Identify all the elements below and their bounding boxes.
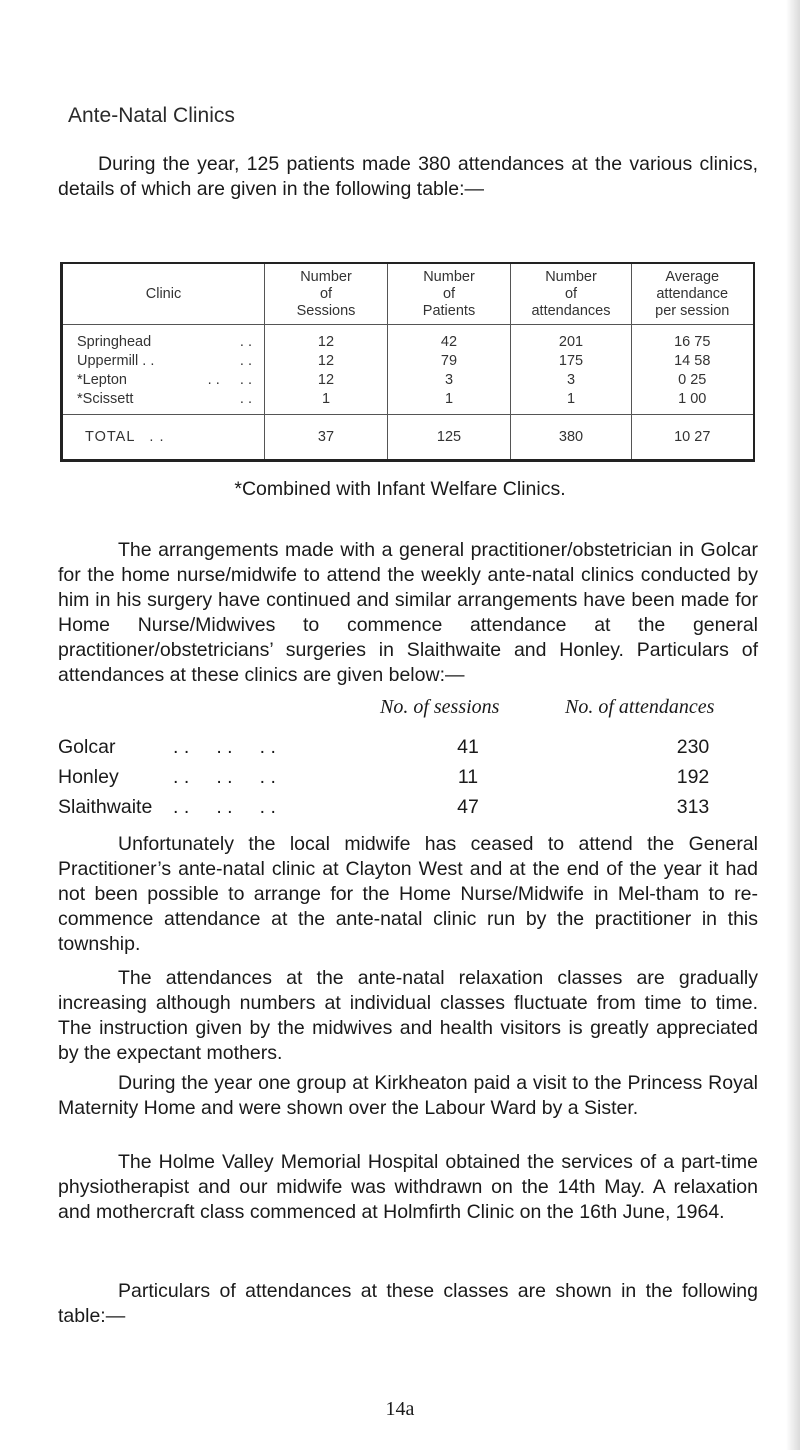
page-number: 14a (385, 1398, 415, 1420)
town-name: Slaithwaite (58, 796, 153, 818)
header-line: Number (300, 268, 352, 285)
clinic-name-cell (62, 390, 265, 415)
header-line: Clinic (145, 285, 182, 302)
header-line: of (564, 285, 578, 302)
header-line: Sessions (296, 302, 356, 319)
clinic-name-cell (62, 325, 265, 353)
average-cell: 0 25 (632, 371, 754, 390)
total-label: TOTAL (85, 428, 136, 445)
header-no-of-attendances: No. of attendances (565, 696, 715, 718)
table-row (62, 390, 754, 415)
town-name: Golcar (58, 736, 116, 758)
attendances-value: 230 (676, 736, 710, 758)
attendances-value: 313 (676, 796, 710, 818)
header-attendances (511, 263, 632, 325)
average-cell: 16 75 (632, 325, 754, 353)
header-line: per session (655, 302, 730, 319)
paragraph-relaxation-classes: The attendances at the ante-natal relaxation classes are gradually increasing although numbers at individual classes fluctuate from time to time. The instruction given by the midwives and health visitors is greatly appreciated by the expectant mothers. (58, 967, 758, 1064)
sessions-row-golcar (58, 736, 758, 762)
table-row (62, 371, 754, 390)
clinic-table-header-row (62, 263, 754, 325)
attendances-cell: 3 (511, 371, 632, 390)
sessions-value: 41 (457, 736, 479, 758)
header-average (632, 263, 754, 325)
paragraph-holme-valley: The Holme Valley Memorial Hospital obtained the services of a part-time physiotherapist and our midwife was withdrawn on the 14th May. A relaxation and mothercraft class commenced at Holmfirth Clinic on the 16th June, 1964. (58, 1151, 758, 1223)
dot-leader: . . (239, 334, 252, 350)
header-line: attendances (531, 302, 611, 319)
dot-leader: . . . . . . (173, 796, 276, 818)
dot-leader: . . (149, 428, 165, 445)
sessions-row-honley (58, 766, 758, 792)
header-line: Patients (422, 302, 476, 319)
sessions-cell: 1 (265, 390, 388, 415)
paragraph-gp-arrangements: The arrangements made with a general practitioner/obstetrician in Golcar for the home nurse/midwife to attend the weekly ante-natal clinics conducted by him in his surgery have continued and similar arrangements have been made for Home Nurse/Midwives to commence attendance at the general practitioner/obstetricians’ surgeries in Slaithwaite and Honley. Particulars of attendances at these clinics are given below:— (58, 539, 758, 686)
dot-leader: . . . . (207, 372, 252, 388)
header-no-of-sessions: No. of sessions (380, 696, 500, 718)
header-line: Number (545, 268, 597, 285)
table-row (62, 325, 754, 353)
total-average-cell: 10 27 (632, 415, 754, 461)
page-heading: Ante-Natal Clinics (68, 104, 235, 127)
clinic-name-cell (62, 371, 265, 390)
header-patients (388, 263, 511, 325)
total-patients-cell: 125 (388, 415, 511, 461)
table-row (62, 352, 754, 371)
attendances-cell: 175 (511, 352, 632, 371)
patients-cell: 79 (388, 352, 511, 371)
patients-cell: 1 (388, 390, 511, 415)
sessions-value: 11 (457, 766, 479, 788)
attendances-value: 192 (676, 766, 710, 788)
sessions-row-slaithwaite (58, 796, 758, 822)
header-sessions (265, 263, 388, 325)
paragraph-kirkheaton-visit: During the year one group at Kirkheaton paid a visit to the Princess Royal Maternity Home and were shown over the Labour Ward by a Sister. (58, 1072, 758, 1119)
sessions-cell: 12 (265, 352, 388, 371)
clinic-name: *Lepton (77, 372, 127, 388)
clinic-table (60, 262, 755, 462)
average-cell: 14 58 (632, 352, 754, 371)
dot-leader: . . (239, 391, 252, 407)
attendances-cell: 1 (511, 390, 632, 415)
sessions-cell: 12 (265, 371, 388, 390)
page-edge-shadow (786, 0, 800, 1450)
header-line: of (442, 285, 456, 302)
header-line: attendance (656, 285, 729, 302)
header-line: Number (423, 268, 475, 285)
paragraph-clayton-west: Unfortunately the local midwife has ceased to attend the General Practitioner’s ante-natal clinic at Clayton West and at the end of the year it had not been possible to arrange for the Home Nurse/Midwife in Mel-tham to re-commence attendance at the ante-natal clinic run by the practitioner in this township. (58, 833, 758, 955)
sessions-value: 47 (457, 796, 479, 818)
total-row (62, 415, 754, 461)
header-clinic (62, 263, 265, 325)
dot-leader: . . . . . . (173, 766, 276, 788)
dot-leader: . . . . . . (173, 736, 276, 758)
paragraph-classes-table-intro: Particulars of attendances at these classes are shown in the following table:— (58, 1280, 758, 1327)
patients-cell: 42 (388, 325, 511, 353)
town-name: Honley (58, 766, 119, 788)
total-label-cell (62, 415, 265, 461)
attendances-cell: 201 (511, 325, 632, 353)
clinic-name: Springhead (77, 334, 152, 350)
patients-cell: 3 (388, 371, 511, 390)
clinic-name: Uppermill . . (77, 353, 155, 369)
table-footnote: *Combined with Infant Welfare Clinics. (234, 478, 566, 500)
header-line: Average (665, 268, 720, 285)
average-cell: 1 00 (632, 390, 754, 415)
header-line: of (319, 285, 333, 302)
sessions-cell: 12 (265, 325, 388, 353)
clinic-name-cell (62, 352, 265, 371)
total-attendances-cell: 380 (511, 415, 632, 461)
dot-leader: . . (239, 353, 252, 369)
clinic-name: *Scissett (77, 391, 134, 407)
total-sessions-cell: 37 (265, 415, 388, 461)
intro-paragraph: During the year, 125 patients made 380 attendances at the various clinics, details of which are given in the following table:— (58, 153, 758, 200)
